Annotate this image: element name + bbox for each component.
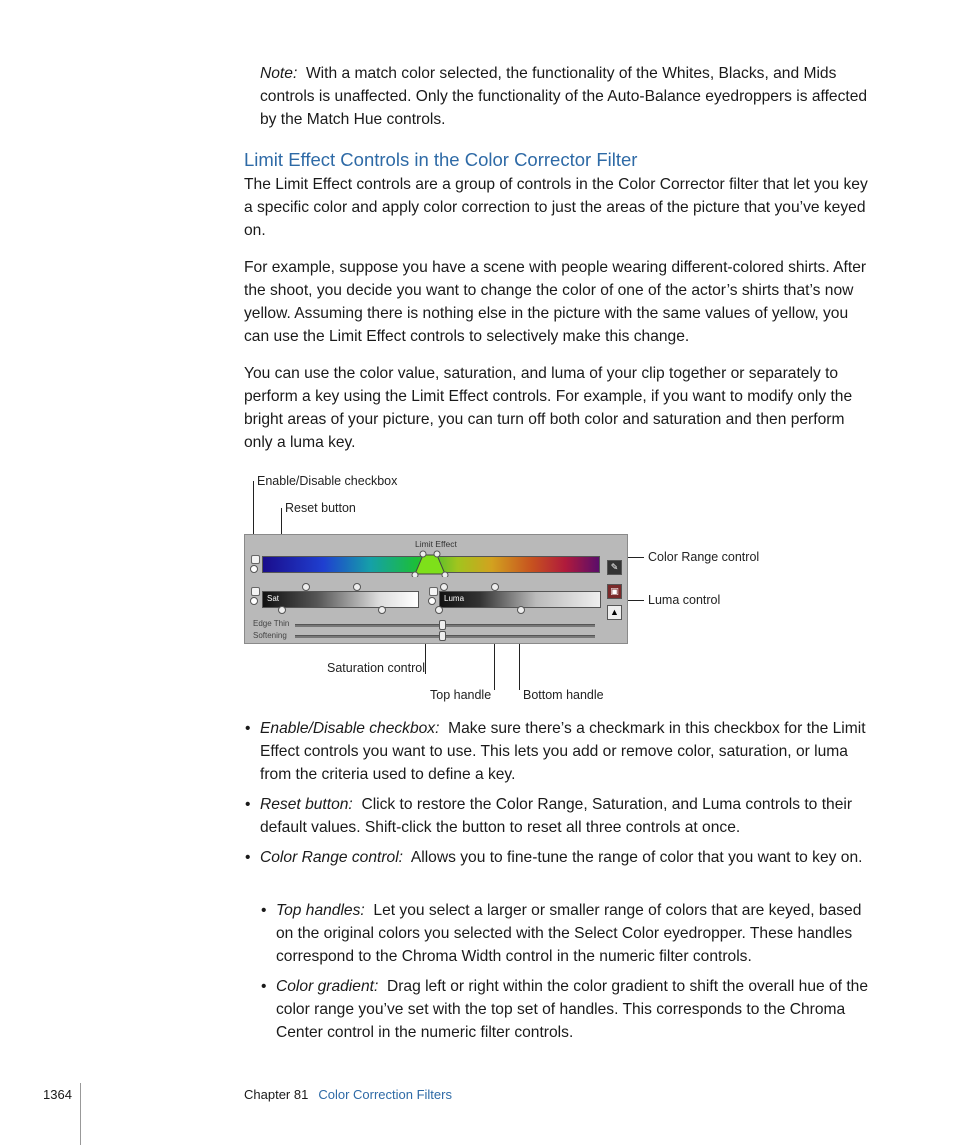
chapter-label: Chapter 81 [244,1087,309,1102]
paragraph-1: The Limit Effect controls are a group of controls in the Color Corrector filter that let you key a specific color and apply color correction to just the areas of the picture that you’ve keyed on. [244,176,868,239]
footer-chapter [244,1087,452,1102]
sat-luma-enable-checkbox[interactable] [251,587,260,596]
bullet-term: Enable/Disable checkbox: [260,720,440,737]
saturation-control[interactable] [262,591,419,608]
bullet-text: Allows you to fine-tune the range of color that you want to key on. [410,849,863,866]
sat-reset-button[interactable] [250,597,258,605]
bullet-text: Make sure there’s a checkmark in this checkbox for the Limit Effect controls you want to use. This lets you add or remove color, saturation, or luma from the criteria used to define a key. [260,720,866,783]
sat-top-handle-left[interactable] [302,583,310,591]
luma-top-handle-left[interactable] [440,583,448,591]
panel-title: Limit Effect [415,539,457,549]
callout-reset-button: Reset button [285,501,356,515]
color-reset-button[interactable] [250,565,258,573]
view-mode-icon[interactable]: ▲ [607,605,622,620]
luma-label: Luma [444,594,465,603]
limit-effect-panel [244,534,628,644]
bullet-color-range: • Color Range control: Allows you to fine-tune the range of color that you want to key on. [245,849,863,866]
page-number: 1364 [43,1087,72,1102]
luma-enable-checkbox[interactable] [429,587,438,596]
note-paragraph [260,62,876,131]
bullet-term: Top handles: [276,902,365,919]
bullet-term: Reset button: [260,796,353,813]
sat-bottom-handle-right[interactable] [378,606,386,614]
edge-thin-handle[interactable] [439,620,446,630]
sub-bullet-color-gradient: • Color gradient: Drag left or right within the color gradient to shift the overall hue of the color range you’ve set with the top set of handles. This corresponds to the Chroma Center control in the numeric filter controls. [261,978,869,1041]
bullet-reset-button: • Reset button: Click to restore the Color Range, Saturation, and Luma controls to their default values. Shift-click the button to reset all three controls at once. [245,796,853,836]
edge-thin-label: Edge Thin [253,619,290,628]
footer-divider [80,1083,81,1145]
note-label: Note: [260,65,298,82]
bullet-text: Click to restore the Color Range, Saturation, and Luma controls to their default values. Shift-click the button to reset all three controls at once. [260,796,853,836]
callout-luma: Luma control [648,593,721,607]
section-heading: Limit Effect Controls in the Color Corrector Filter [244,149,638,170]
paragraph-2: For example, suppose you have a scene with people wearing different-colored shirts. After the shoot, you decide you want to change the color of one of the actor’s shirts that’s now yellow. Assuming there is nothing else in the picture with the same values of yellow, you can use the Limit Effect controls to selectively make this change. [244,259,867,345]
callout-color-range: Color Range control [648,550,760,564]
bullet-term: Color Range control: [260,849,404,866]
color-range-selection[interactable] [405,549,455,577]
callout-bottom-handle: Bottom handle [523,688,604,702]
note-text: With a match color selected, the functionality of the Whites, Blacks, and Mids controls is unaffected. Only the functionality of the Auto-Balance eyedroppers is affected by the Match Hue controls. [260,65,868,128]
softening-handle[interactable] [439,631,446,641]
sat-label: Sat [267,594,280,603]
luma-bottom-handle-left[interactable] [435,606,443,614]
callout-saturation: Saturation control [327,661,425,675]
invert-key-icon[interactable]: ▣ [607,584,622,599]
paragraph-3: You can use the color value, saturation, and luma of your clip together or separately to perform a key using the Limit Effect controls. For example, if you want to modify only the bright areas of your picture, you can turn off both color and saturation and then perform only a luma key. [244,365,853,451]
luma-top-handle-right[interactable] [491,583,499,591]
sat-top-handle-right[interactable] [353,583,361,591]
color-enable-checkbox[interactable] [251,555,260,564]
sat-bottom-handle-left[interactable] [278,606,286,614]
luma-reset-button[interactable] [428,597,436,605]
bullet-text: Drag left or right within the color gradient to shift the overall hue of the color range you’ve set with the top set of handles. This corresponds to the Chroma Center control in the numeric filter controls. [276,978,869,1041]
chapter-title: Color Correction Filters [318,1087,452,1102]
callout-enable-disable: Enable/Disable checkbox [257,474,398,488]
sub-bullet-top-handles: • Top handles: Let you select a larger or smaller range of colors that are keyed, based on the original colors you selected with the Select Color eyedropper. These handles correspond to the Chroma Width control in the numeric filter controls. [261,902,862,965]
eyedropper-icon[interactable]: ✎ [607,560,622,575]
bullet-enable-disable: • Enable/Disable checkbox: Make sure there’s a checkmark in this checkbox for the Limit Effect controls you want to use. This lets you add or remove color, saturation, or luma from the criteria used to define a key. [245,720,866,783]
bullet-term: Color gradient: [276,978,379,995]
luma-bottom-handle-right[interactable] [517,606,525,614]
bullet-text: Let you select a larger or smaller range of colors that are keyed, based on the original colors you selected with the Select Color eyedropper. These handles correspond to the Chroma Width control in the numeric filter controls. [276,902,862,965]
softening-label: Softening [253,631,287,640]
callout-top-handle: Top handle [430,688,492,702]
